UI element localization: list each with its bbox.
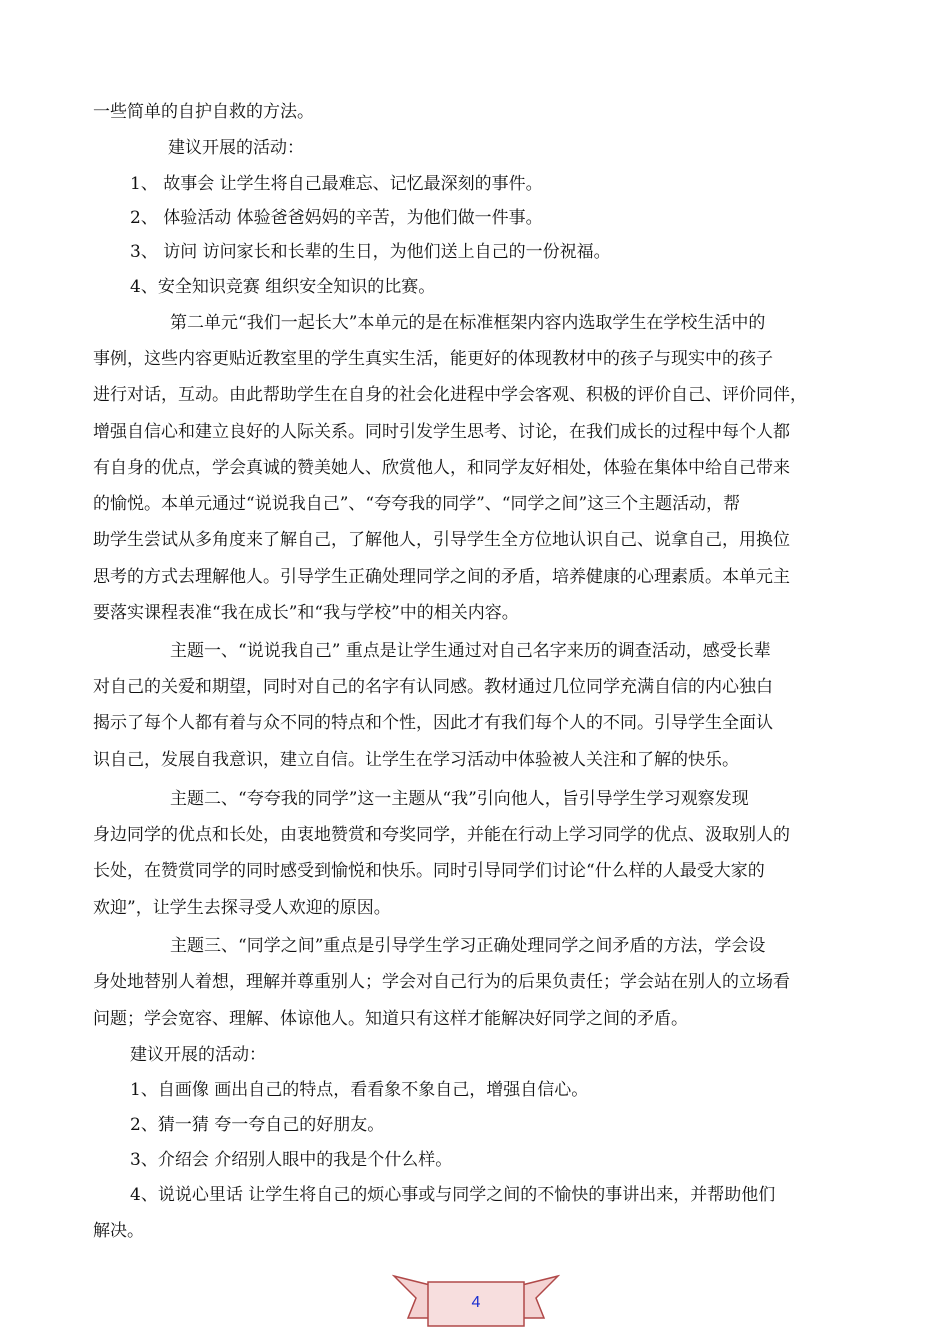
paragraph-line: 主题一、“说说我自己” 重点是让学生通过对自己名字来历的调查活动，感受长辈 <box>170 641 771 661</box>
paragraph-line: 对自己的关爱和期望，同时对自己的名字有认同感。教材通过几位同学充满自信的内心独白 <box>93 677 773 697</box>
section-heading: 建议开展的活动： <box>130 1045 266 1065</box>
paragraph-line: 问题；学会宽容、理解、体谅他人。知道只有这样才能解决好同学之间的矛盾。 <box>93 1009 688 1029</box>
activity-item: 4、安全知识竞赛 组织安全知识的比赛。 <box>130 277 436 297</box>
activity-item: 1、自画像 画出自己的特点，看看象不象自己，增强自信心。 <box>130 1080 589 1100</box>
body-line: 一些简单的自护自救的方法。 <box>93 102 314 122</box>
page-number-ribbon <box>392 1272 560 1332</box>
paragraph-line: 主题三、“同学之间”重点是引导学生学习正确处理同学之间矛盾的方法，学会设 <box>170 936 766 956</box>
paragraph-line: 欢迎”，让学生去探寻受人欢迎的原因。 <box>93 898 391 918</box>
paragraph-line: 揭示了每个人都有着与众不同的特点和个性，因此才有我们每个人的不同。引导学生全面认 <box>93 713 773 733</box>
paragraph-line: 第二单元“我们一起长大”本单元的是在标准框架内容内选取学生在学校生活中的 <box>170 313 766 333</box>
paragraph-line: 身处地替别人着想，理解并尊重别人；学会对自己行为的后果负责任；学会站在别人的立场看 <box>93 972 790 992</box>
activity-item: 2、猜一猜 夸一夸自己的好朋友。 <box>130 1115 385 1135</box>
activity-item: 3、介绍会 介绍别人眼中的我是个什么样。 <box>130 1150 453 1170</box>
activity-item: 2、 体验活动 体验爸爸妈妈的辛苦，为他们做一件事。 <box>130 208 543 228</box>
section-heading: 建议开展的活动： <box>168 138 304 158</box>
page-number: 4 <box>471 1294 481 1311</box>
paragraph-line: 身边同学的优点和长处，由衷地赞赏和夸奖同学，并能在行动上学习同学的优点、汲取别人的 <box>93 825 790 845</box>
paragraph-line: 识自己，发展自我意识，建立自信。让学生在学习活动中体验被人关注和了解的快乐。 <box>93 750 739 770</box>
activity-item: 3、 访问 访问家长和长辈的生日，为他们送上自己的一份祝福。 <box>130 242 611 262</box>
paragraph-line: 助学生尝试从多角度来了解自己，了解他人，引导学生全方位地认识自己、说拿自己，用换位 <box>93 530 790 550</box>
paragraph-line: 的愉悦。本单元通过“说说我自己”、“夸夸我的同学”、“同学之间”这三个主题活动，帮 <box>93 494 741 514</box>
paragraph-line: 事例，这些内容更贴近教室里的学生真实生活，能更好的体现教材中的孩子与现实中的孩子 <box>93 349 773 369</box>
activity-item: 4、说说心里话 让学生将自己的烦心事或与同学之间的不愉快的事讲出来，并帮助他们 <box>130 1185 776 1205</box>
paragraph-line: 思考的方式去理解他人。引导学生正确处理同学之间的矛盾，培养健康的心理素质。本单元主 <box>93 567 790 587</box>
paragraph-line: 增强自信心和建立良好的人际关系。同时引发学生思考、讨论，在我们成长的过程中每个人都 <box>93 422 790 442</box>
paragraph-line: 主题二、“夸夸我的同学”这一主题从“我”引向他人，旨引导学生学习观察发现 <box>170 789 749 809</box>
paragraph-line: 要落实课程表准“我在成长”和“我与学校”中的相关内容。 <box>93 603 519 623</box>
paragraph-line: 进行对话，互动。由此帮助学生在自身的社会化进程中学会客观、积极的评价自己、评价同伴， <box>93 385 807 405</box>
paragraph-line: 有自身的优点，学会真诚的赞美她人、欣赏他人，和同学友好相处，体验在集体中给自己带来 <box>93 458 790 478</box>
activity-item: 1、 故事会 让学生将自己最难忘、记忆最深刻的事件。 <box>130 174 543 194</box>
paragraph-line: 长处，在赞赏同学的同时感受到愉悦和快乐。同时引导同学们讨论“什么样的人最受大家的 <box>93 861 765 881</box>
activity-item: 解决。 <box>93 1221 144 1241</box>
